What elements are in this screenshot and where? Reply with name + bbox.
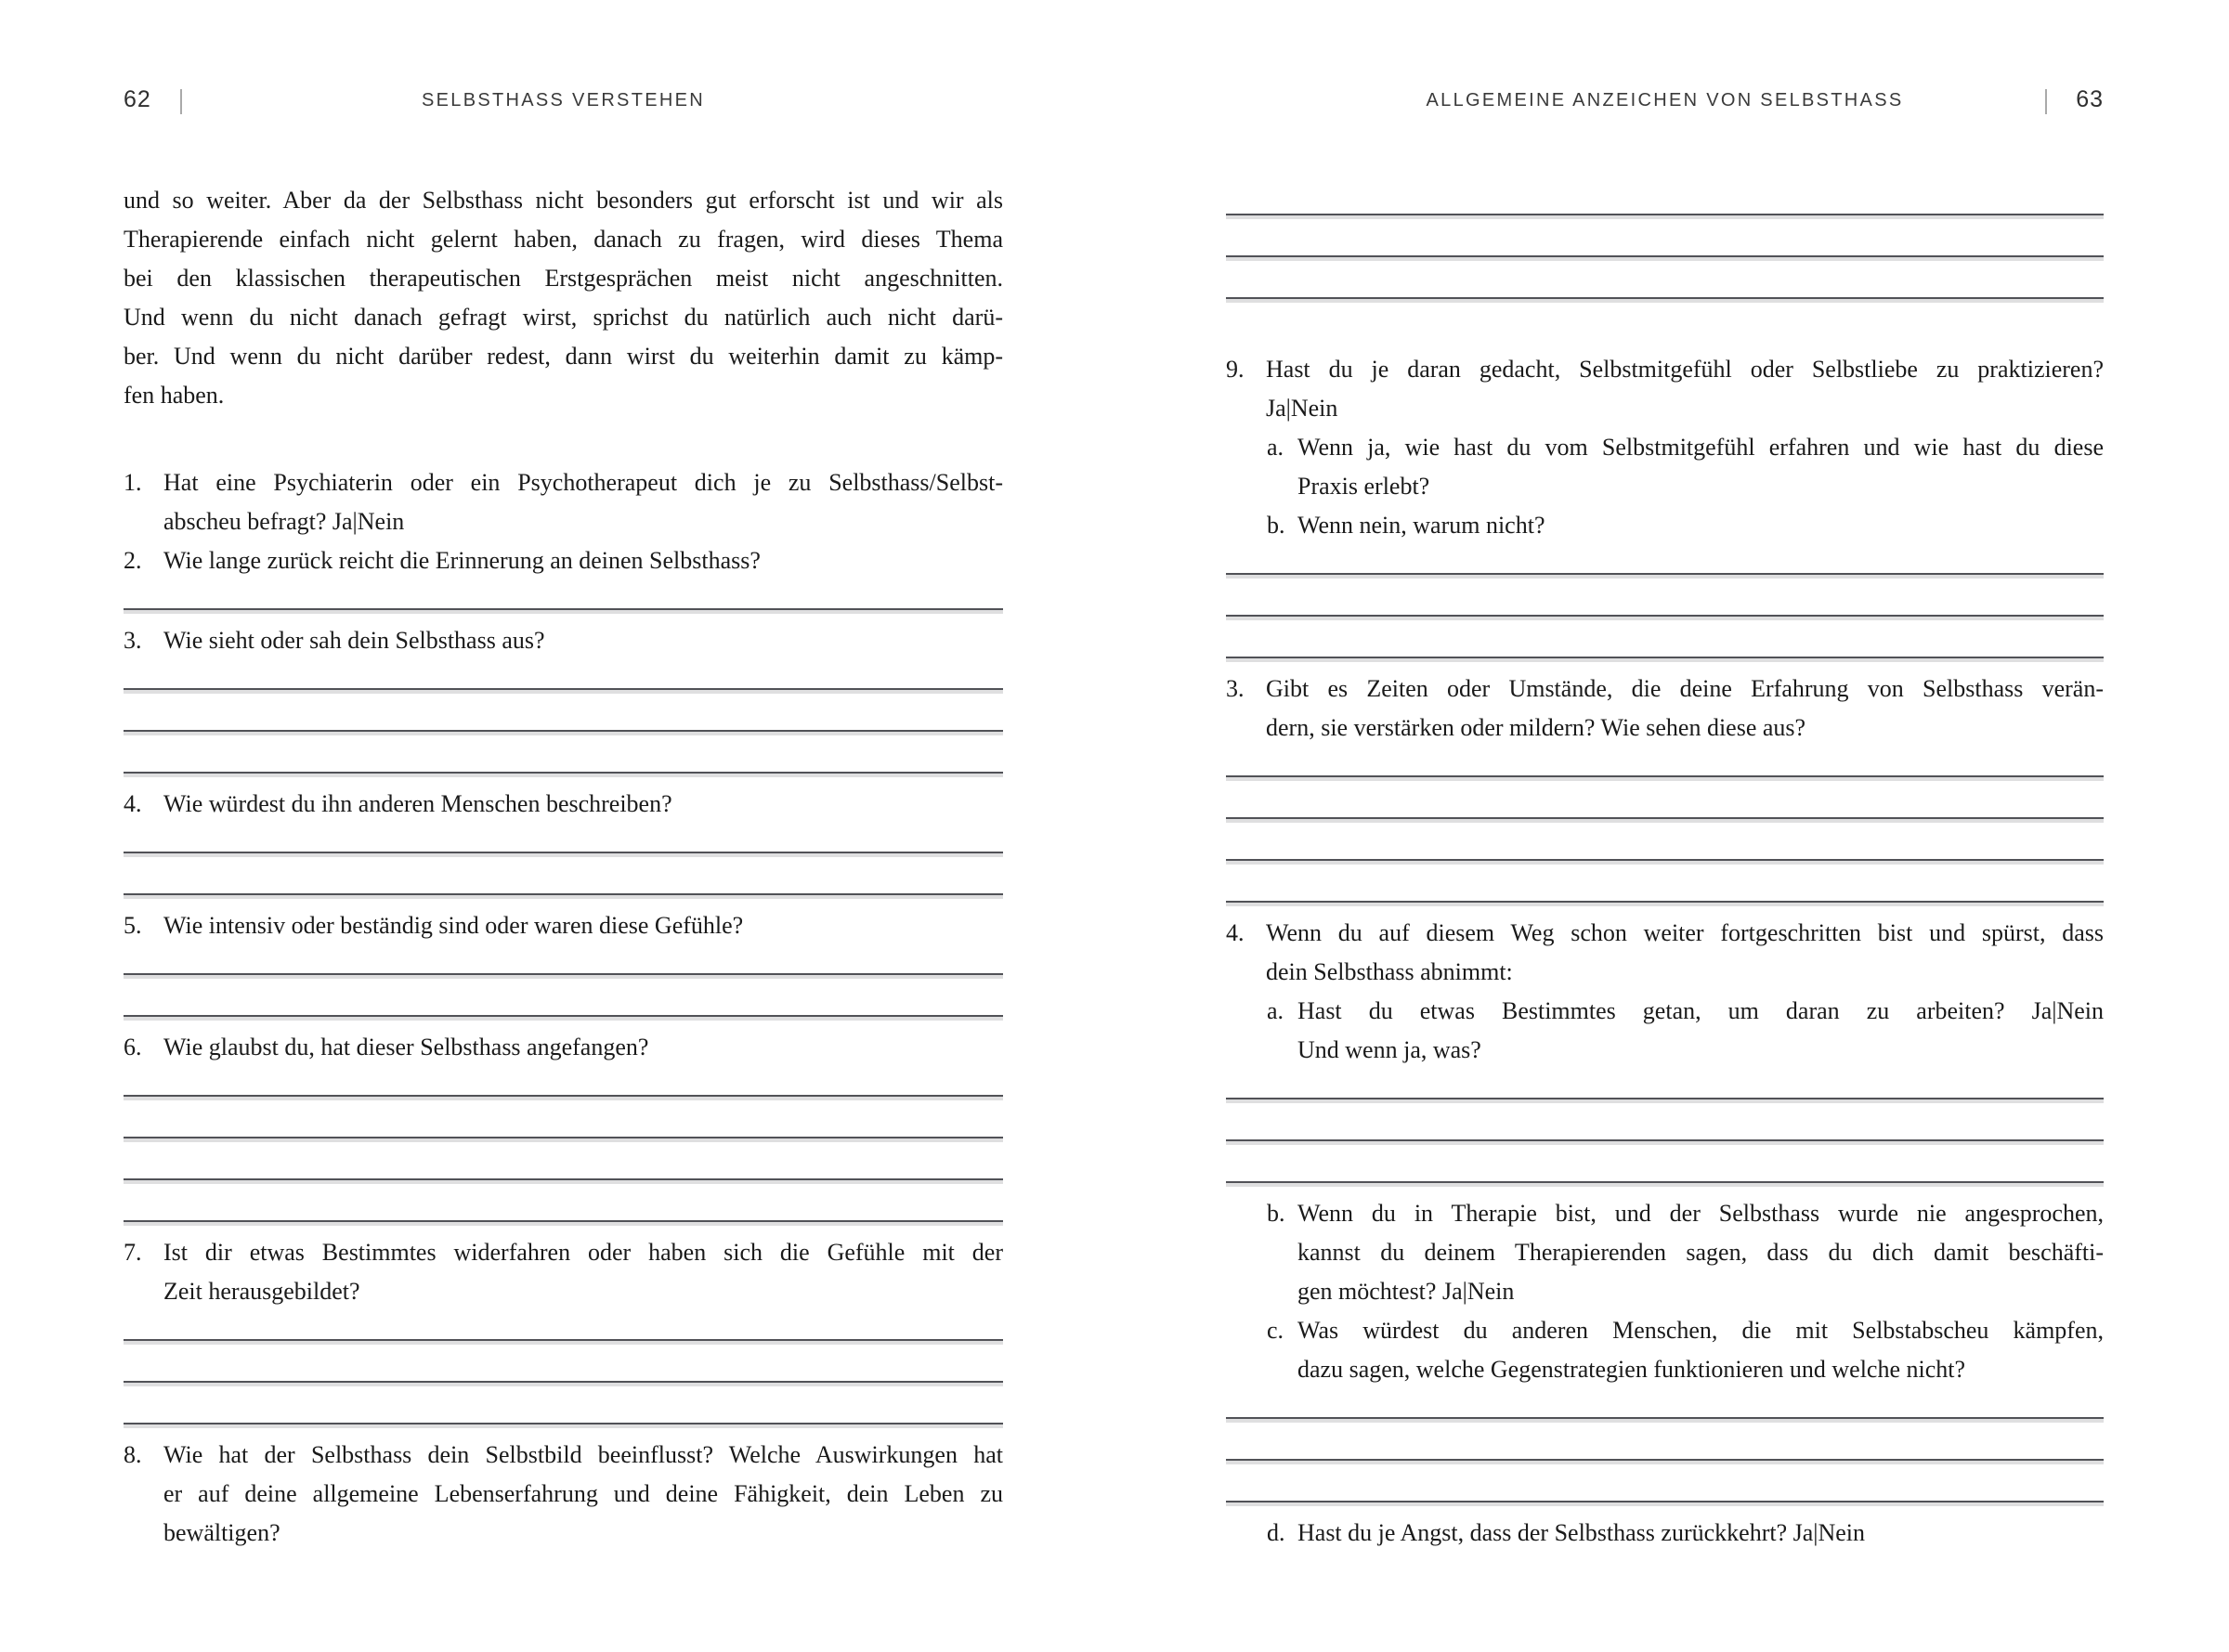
header-title-right: ALLGEMEINE ANZEICHEN VON SELBSTHASS bbox=[1426, 90, 1904, 111]
item-number: 1. bbox=[124, 469, 142, 496]
item-number: d. bbox=[1267, 1519, 1285, 1546]
question-text bbox=[163, 1028, 1003, 1067]
question-text bbox=[1266, 350, 2104, 428]
intro-paragraph bbox=[124, 181, 1003, 415]
question-item-4 bbox=[124, 785, 1003, 824]
question-text bbox=[1297, 992, 2104, 1070]
question-item-3 bbox=[1226, 670, 2104, 748]
page-left-body bbox=[124, 181, 1003, 1553]
write-in-line bbox=[124, 690, 1003, 732]
question-text bbox=[1297, 1194, 2104, 1311]
question-text bbox=[163, 1233, 1003, 1311]
write-in-line bbox=[124, 1097, 1003, 1138]
question-line: er auf deine allgemeine Lebenserfahrung und deine Fähigkeit, dein Leben zu bbox=[163, 1480, 1003, 1507]
write-in-line bbox=[1226, 777, 2104, 819]
question-line: Wenn du in Therapie bist, und der Selbsthass wurde nie angesprochen, bbox=[1297, 1200, 2104, 1227]
question-text bbox=[163, 785, 1003, 824]
question-line: Ja|Nein bbox=[1266, 395, 1338, 422]
question-text bbox=[163, 1436, 1003, 1553]
question-line: dern, sie verstärken oder mildern? Wie sehen diese aus? bbox=[1266, 714, 1806, 741]
answer-write-in-area bbox=[1226, 533, 2104, 658]
question-item-8 bbox=[124, 1436, 1003, 1553]
item-number: 6. bbox=[124, 1034, 142, 1060]
page-right-body bbox=[1226, 181, 2104, 1553]
write-in-line bbox=[1226, 1099, 2104, 1141]
running-header-left bbox=[124, 85, 1003, 119]
question-text bbox=[163, 906, 1003, 945]
question-line: Wie sieht oder sah dein Selbsthass aus? bbox=[163, 627, 545, 654]
item-number: a. bbox=[1267, 997, 1284, 1024]
answer-write-in-area bbox=[1226, 174, 2104, 299]
paragraph-line: Therapierende einfach nicht gelernt haben, danach zu fragen, wird dieses Thema bbox=[124, 226, 1003, 253]
item-number: 8. bbox=[124, 1441, 142, 1468]
question-line: kannst du deinem Therapierenden sagen, dass du dich damit beschäfti- bbox=[1297, 1239, 2104, 1266]
question-subitem-b bbox=[1226, 506, 2104, 545]
paragraph-line: bei den klassischen therapeutischen Erstgesprächen meist nicht angeschnitten. bbox=[124, 265, 1003, 292]
question-subitem-d bbox=[1226, 1514, 2104, 1553]
question-line: Zeit herausgebildet? bbox=[163, 1278, 360, 1305]
write-in-line bbox=[124, 1180, 1003, 1222]
paragraph-line: und so weiter. Aber da der Selbsthass nicht besonders gut erforscht ist und wir als bbox=[124, 187, 1003, 214]
question-line: Hast du je daran gedacht, Selbstmitgefühl oder Selbstliebe zu praktizieren? bbox=[1266, 356, 2104, 383]
question-line: dein Selbsthass abnimmt: bbox=[1266, 958, 1513, 985]
question-item-9 bbox=[1226, 350, 2104, 428]
question-text bbox=[1297, 1514, 2104, 1553]
question-line: Gibt es Zeiten oder Umstände, die deine Erfahrung von Selbsthass verän- bbox=[1266, 675, 2104, 702]
item-number: 4. bbox=[124, 790, 142, 817]
write-in-line bbox=[1226, 257, 2104, 299]
question-item-7 bbox=[124, 1233, 1003, 1311]
write-in-line bbox=[1226, 575, 2104, 617]
write-in-line bbox=[124, 1138, 1003, 1180]
write-in-line bbox=[1226, 819, 2104, 861]
answer-write-in-area bbox=[124, 648, 1003, 774]
header-title-left: SELBSTHASS VERSTEHEN bbox=[422, 90, 705, 111]
question-line: Wenn ja, wie hast du vom Selbstmitgefühl erfahren und wie hast du diese bbox=[1297, 434, 2104, 461]
question-line: gen möchtest? Ja|Nein bbox=[1297, 1278, 1515, 1305]
write-in-line bbox=[1226, 1141, 2104, 1183]
write-in-line bbox=[1226, 174, 2104, 215]
write-in-line bbox=[1226, 861, 2104, 903]
answer-write-in-area bbox=[1226, 1058, 2104, 1183]
running-header-right bbox=[1226, 85, 2104, 119]
question-text bbox=[1297, 1311, 2104, 1389]
item-number: 5. bbox=[124, 912, 142, 939]
question-text bbox=[1297, 428, 2104, 506]
write-in-line bbox=[124, 1341, 1003, 1383]
question-item-6 bbox=[124, 1028, 1003, 1067]
item-number: a. bbox=[1267, 434, 1284, 461]
question-line: Was würdest du anderen Menschen, die mit Selbstabscheu kämpfen, bbox=[1297, 1317, 2104, 1344]
question-subitem-a bbox=[1226, 428, 2104, 506]
item-number: 2. bbox=[124, 547, 142, 574]
write-in-line bbox=[124, 975, 1003, 1017]
question-line: Hat eine Psychiaterin oder ein Psychotherapeut dich je zu Selbsthass/Selbst- bbox=[163, 469, 1003, 496]
question-subitem-b bbox=[1226, 1194, 2104, 1311]
paragraph-line: ber. Und wenn du nicht darüber redest, dann wirst du weiterhin damit zu kämp- bbox=[124, 343, 1003, 370]
answer-write-in-area bbox=[124, 933, 1003, 1017]
question-line: Wenn nein, warum nicht? bbox=[1297, 512, 1545, 539]
write-in-line bbox=[1226, 1461, 2104, 1502]
item-number: b. bbox=[1267, 1200, 1285, 1227]
question-item-2 bbox=[124, 541, 1003, 580]
question-line: dazu sagen, welche Gegenstrategien funktionieren und welche nicht? bbox=[1297, 1356, 1966, 1383]
question-text bbox=[1266, 670, 2104, 748]
write-in-line bbox=[1226, 1419, 2104, 1461]
paragraph-line: Und wenn du nicht danach gefragt wirst, sprichst du natürlich auch nicht darü- bbox=[124, 304, 1003, 331]
question-line: Wie hat der Selbsthass dein Selbstbild beeinflusst? Welche Auswirkungen hat bbox=[163, 1441, 1003, 1468]
item-number: 3. bbox=[124, 627, 142, 654]
item-number: 3. bbox=[1226, 675, 1245, 702]
item-number: b. bbox=[1267, 512, 1285, 539]
question-line: Wie würdest du ihn anderen Menschen beschreiben? bbox=[163, 790, 672, 817]
question-text bbox=[1266, 914, 2104, 992]
item-number: 4. bbox=[1226, 919, 1245, 946]
question-line: Hast du je Angst, dass der Selbsthass zurückkehrt? Ja|Nein bbox=[1297, 1519, 1866, 1546]
page-number-right: 63 bbox=[2076, 86, 2104, 112]
question-line: Hast du etwas Bestimmtes getan, um daran zu arbeiten? Ja|Nein bbox=[1297, 997, 2104, 1024]
question-line: Wie intensiv oder beständig sind oder waren diese Gefühle? bbox=[163, 912, 744, 939]
question-line: Wie lange zurück reicht die Erinnerung an deinen Selbsthass? bbox=[163, 547, 761, 574]
question-line: Ist dir etwas Bestimmtes widerfahren oder haben sich die Gefühle mit der bbox=[163, 1239, 1003, 1266]
write-in-line bbox=[124, 853, 1003, 895]
question-line: Und wenn ja, was? bbox=[1297, 1036, 1481, 1063]
answer-write-in-area bbox=[124, 812, 1003, 895]
answer-write-in-area bbox=[124, 1299, 1003, 1424]
question-text bbox=[163, 541, 1003, 580]
write-in-line bbox=[1226, 215, 2104, 257]
answer-write-in-area bbox=[1226, 1377, 2104, 1502]
question-item-1 bbox=[124, 463, 1003, 541]
item-number: c. bbox=[1267, 1317, 1284, 1344]
question-line: Wie glaubst du, hat dieser Selbsthass angefangen? bbox=[163, 1034, 649, 1060]
write-in-line bbox=[124, 1383, 1003, 1424]
question-subitem-c bbox=[1226, 1311, 2104, 1389]
question-item-5 bbox=[124, 906, 1003, 945]
question-line: Praxis erlebt? bbox=[1297, 473, 1430, 500]
question-subitem-a bbox=[1226, 992, 2104, 1070]
question-text bbox=[1297, 506, 2104, 545]
item-number: 7. bbox=[124, 1239, 142, 1266]
question-line: bewältigen? bbox=[163, 1519, 280, 1546]
write-in-line bbox=[1226, 617, 2104, 658]
question-text bbox=[163, 621, 1003, 660]
write-in-line bbox=[124, 732, 1003, 774]
question-text bbox=[163, 463, 1003, 541]
question-item-4 bbox=[1226, 914, 2104, 992]
question-line: abscheu befragt? Ja|Nein bbox=[163, 508, 405, 535]
page-number-left: 62 bbox=[124, 86, 151, 112]
answer-write-in-area bbox=[1226, 735, 2104, 903]
question-item-3 bbox=[124, 621, 1003, 660]
item-number: 9. bbox=[1226, 356, 1245, 383]
answer-write-in-area bbox=[124, 1055, 1003, 1222]
header-divider-right bbox=[2045, 89, 2047, 114]
paragraph-line: fen haben. bbox=[124, 382, 225, 409]
question-line: Wenn du auf diesem Weg schon weiter fortgeschritten bist und spürst, dass bbox=[1266, 919, 2104, 946]
